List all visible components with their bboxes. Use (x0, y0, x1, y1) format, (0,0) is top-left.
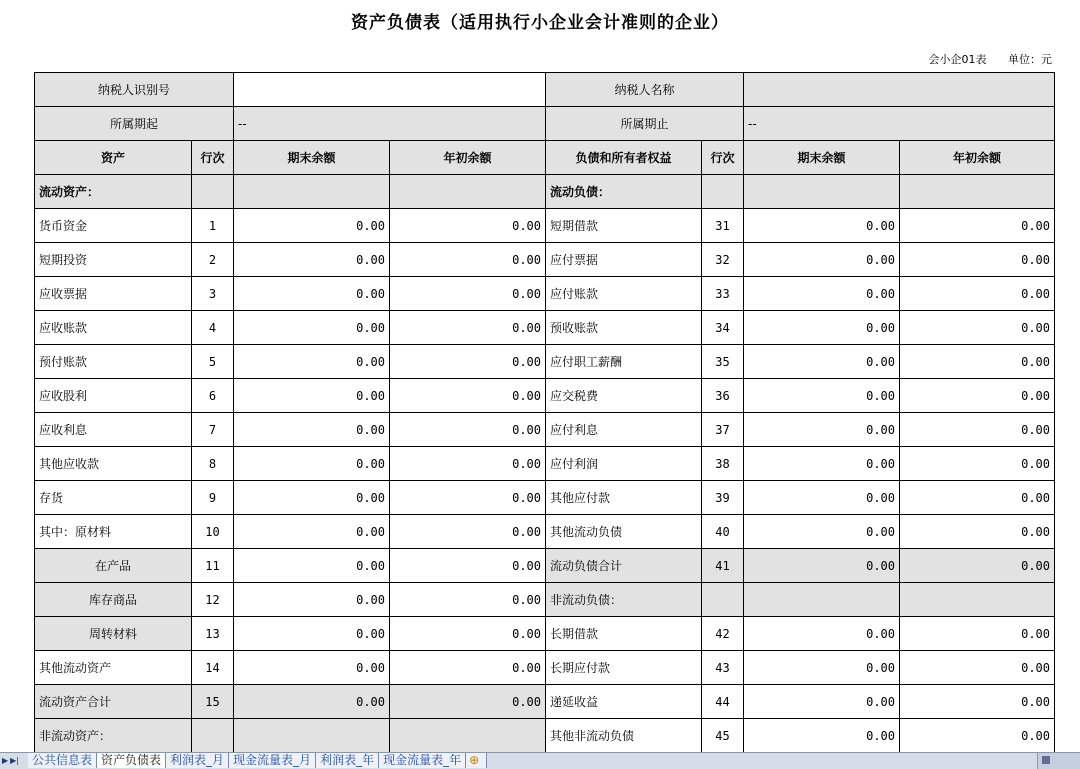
asset-item-label: 应收账款 (35, 311, 192, 345)
liability-line-no: 33 (702, 277, 744, 311)
taxpayer-id-label: 纳税人识别号 (35, 73, 234, 107)
asset-begin-balance[interactable]: 0.00 (390, 617, 546, 651)
liability-item-label: 应付利息 (546, 413, 702, 447)
asset-item-label: 在产品 (35, 549, 192, 583)
asset-item-label: 预付账款 (35, 345, 192, 379)
header-line-no: 行次 (192, 141, 234, 175)
table-row (35, 651, 1055, 685)
asset-end-balance[interactable]: 0.00 (234, 243, 390, 277)
liability-line-no: 36 (702, 379, 744, 413)
asset-line-no: 14 (192, 651, 234, 685)
table-row (35, 379, 1055, 413)
liability-end-balance[interactable]: 0.00 (744, 243, 900, 277)
liability-line-no: 35 (702, 345, 744, 379)
asset-end-balance[interactable]: 0.00 (234, 345, 390, 379)
liability-item-label: 应付账款 (546, 277, 702, 311)
table-row (35, 345, 1055, 379)
header-begin-balance-2: 年初余额 (900, 141, 1055, 175)
sheet-tab[interactable]: 资产负债表 (97, 753, 166, 768)
liability-item-label: 流动负债： (546, 175, 702, 209)
scroll-left-icon[interactable] (1042, 756, 1050, 764)
asset-item-label: 流动资产合计 (35, 685, 192, 719)
liability-end-balance[interactable]: 0.00 (744, 447, 900, 481)
asset-end-balance[interactable]: 0.00 (234, 447, 390, 481)
liability-begin-balance[interactable]: 0.00 (900, 481, 1055, 515)
liability-end-balance[interactable]: 0.00 (744, 277, 900, 311)
asset-begin-balance[interactable]: 0.00 (390, 413, 546, 447)
asset-begin-balance[interactable]: 0.00 (390, 379, 546, 413)
asset-end-balance[interactable]: 0.00 (234, 311, 390, 345)
asset-line-no: 11 (192, 549, 234, 583)
liability-line-no: 31 (702, 209, 744, 243)
new-sheet-icon[interactable]: ⊕ (466, 753, 487, 768)
liability-end-balance[interactable]: 0.00 (744, 651, 900, 685)
liability-end-balance (744, 583, 900, 617)
table-row (35, 447, 1055, 481)
horizontal-scrollbar[interactable] (1037, 753, 1080, 769)
asset-item-label: 应收利息 (35, 413, 192, 447)
liability-begin-balance (900, 583, 1055, 617)
liability-item-label: 流动负债合计 (546, 549, 702, 583)
liability-line-no: 39 (702, 481, 744, 515)
liability-end-balance[interactable]: 0.00 (744, 617, 900, 651)
period-end-value[interactable]: -- (744, 107, 1055, 141)
unit-label: 单位：元 (1008, 53, 1052, 66)
table-row (35, 277, 1055, 311)
liability-end-balance[interactable]: 0.00 (744, 481, 900, 515)
table-row (35, 481, 1055, 515)
liability-begin-balance[interactable]: 0.00 (900, 685, 1055, 719)
asset-end-balance[interactable]: 0.00 (234, 651, 390, 685)
period-end-label: 所属期止 (546, 107, 744, 141)
liability-line-no (702, 583, 744, 617)
liability-end-balance[interactable]: 0.00 (744, 685, 900, 719)
asset-end-balance[interactable]: 0.00 (234, 617, 390, 651)
period-start-value[interactable]: -- (234, 107, 546, 141)
table-row (35, 515, 1055, 549)
asset-begin-balance[interactable]: 0.00 (390, 447, 546, 481)
liability-begin-balance[interactable]: 0.00 (900, 617, 1055, 651)
liability-end-balance (744, 175, 900, 209)
liability-end-balance[interactable]: 0.00 (744, 719, 900, 753)
liability-begin-balance[interactable]: 0.00 (900, 651, 1055, 685)
asset-line-no: 9 (192, 481, 234, 515)
table-row (35, 583, 1055, 617)
table-row (35, 685, 1055, 719)
liability-end-balance[interactable]: 0.00 (744, 515, 900, 549)
liability-item-label: 长期应付款 (546, 651, 702, 685)
liability-end-balance[interactable]: 0.00 (744, 311, 900, 345)
liability-begin-balance[interactable]: 0.00 (900, 311, 1055, 345)
liability-item-label: 其他非流动负债 (546, 719, 702, 753)
sheet-tab[interactable]: 公共信息表 (28, 753, 97, 768)
asset-begin-balance[interactable]: 0.00 (390, 311, 546, 345)
asset-begin-balance[interactable]: 0.00 (390, 209, 546, 243)
asset-item-label: 周转材料 (35, 617, 192, 651)
sheet-tab-bar (0, 752, 1080, 769)
asset-end-balance[interactable]: 0.00 (234, 413, 390, 447)
asset-line-no: 15 (192, 685, 234, 719)
liability-begin-balance[interactable]: 0.00 (900, 243, 1055, 277)
report-meta (911, 51, 1053, 67)
period-start-label: 所属期起 (35, 107, 234, 141)
asset-line-no: 2 (192, 243, 234, 277)
asset-end-balance (234, 175, 390, 209)
liability-item-label: 长期借款 (546, 617, 702, 651)
header-liabilities: 负债和所有者权益 (546, 141, 702, 175)
liability-end-balance[interactable]: 0.00 (744, 345, 900, 379)
liability-line-no: 40 (702, 515, 744, 549)
asset-begin-balance[interactable]: 0.00 (390, 515, 546, 549)
liability-item-label: 短期借款 (546, 209, 702, 243)
asset-item-label: 应收股利 (35, 379, 192, 413)
asset-end-balance[interactable]: 0.00 (234, 277, 390, 311)
asset-begin-balance[interactable]: 0.00 (390, 651, 546, 685)
liability-line-no: 41 (702, 549, 744, 583)
liability-line-no: 34 (702, 311, 744, 345)
liability-begin-balance[interactable]: 0.00 (900, 719, 1055, 753)
liability-item-label: 非流动负债： (546, 583, 702, 617)
asset-line-no: 10 (192, 515, 234, 549)
asset-line-no: 5 (192, 345, 234, 379)
liability-item-label: 应付票据 (546, 243, 702, 277)
liability-item-label: 应付职工薪酬 (546, 345, 702, 379)
asset-end-balance[interactable]: 0.00 (234, 583, 390, 617)
asset-item-label: 短期投资 (35, 243, 192, 277)
table-row (35, 719, 1055, 753)
table-row (35, 175, 1055, 209)
asset-begin-balance: 0.00 (390, 685, 546, 719)
header-line-no-2: 行次 (702, 141, 744, 175)
asset-item-label: 应收票据 (35, 277, 192, 311)
liability-begin-balance[interactable]: 0.00 (900, 515, 1055, 549)
asset-begin-balance[interactable]: 0.00 (390, 481, 546, 515)
asset-item-label: 其中：原材料 (35, 515, 192, 549)
liability-begin-balance[interactable]: 0.00 (900, 277, 1055, 311)
liability-begin-balance: 0.00 (900, 549, 1055, 583)
asset-line-no (192, 175, 234, 209)
form-number: 会小企01表 (928, 53, 987, 66)
balance-sheet-table (34, 72, 1055, 753)
asset-end-balance (234, 719, 390, 753)
liability-begin-balance[interactable]: 0.00 (900, 447, 1055, 481)
header-assets: 资产 (35, 141, 192, 175)
asset-item-label: 其他流动资产 (35, 651, 192, 685)
table-row (35, 617, 1055, 651)
asset-item-label: 非流动资产： (35, 719, 192, 753)
asset-begin-balance (390, 719, 546, 753)
liability-begin-balance[interactable]: 0.00 (900, 209, 1055, 243)
sheet-tab[interactable]: 现金流量表_月 (229, 753, 316, 768)
asset-item-label: 其他应收款 (35, 447, 192, 481)
liability-end-balance[interactable]: 0.00 (744, 379, 900, 413)
asset-line-no: 6 (192, 379, 234, 413)
liability-line-no: 44 (702, 685, 744, 719)
asset-line-no: 8 (192, 447, 234, 481)
asset-line-no: 3 (192, 277, 234, 311)
sheet-nav (0, 753, 28, 769)
liability-begin-balance[interactable]: 0.00 (900, 379, 1055, 413)
asset-line-no: 13 (192, 617, 234, 651)
asset-end-balance[interactable]: 0.00 (234, 379, 390, 413)
taxpayer-name-input[interactable] (744, 73, 1055, 107)
liability-begin-balance (900, 175, 1055, 209)
header-end-balance-2: 期末余额 (744, 141, 900, 175)
liability-line-no (702, 175, 744, 209)
asset-item-label: 流动资产： (35, 175, 192, 209)
liability-item-label: 应付利润 (546, 447, 702, 481)
liability-line-no: 32 (702, 243, 744, 277)
asset-begin-balance[interactable]: 0.00 (390, 583, 546, 617)
asset-item-label: 库存商品 (35, 583, 192, 617)
asset-begin-balance[interactable]: 0.00 (390, 549, 546, 583)
liability-line-no: 37 (702, 413, 744, 447)
table-row (35, 209, 1055, 243)
asset-begin-balance[interactable]: 0.00 (390, 243, 546, 277)
asset-line-no: 12 (192, 583, 234, 617)
taxpayer-id-input[interactable] (234, 73, 546, 107)
asset-begin-balance[interactable]: 0.00 (390, 345, 546, 379)
table-row (35, 413, 1055, 447)
liability-item-label: 预收账款 (546, 311, 702, 345)
asset-end-balance: 0.00 (234, 685, 390, 719)
liability-line-no: 38 (702, 447, 744, 481)
liability-item-label: 应交税费 (546, 379, 702, 413)
asset-begin-balance[interactable]: 0.00 (390, 277, 546, 311)
sheet-tab[interactable]: 现金流量表_年 (379, 753, 466, 768)
asset-end-balance[interactable]: 0.00 (234, 515, 390, 549)
liability-item-label: 递延收益 (546, 685, 702, 719)
balance-rows (35, 175, 1055, 753)
asset-line-no (192, 719, 234, 753)
asset-end-balance[interactable]: 0.00 (234, 209, 390, 243)
liability-line-no: 42 (702, 617, 744, 651)
liability-line-no: 45 (702, 719, 744, 753)
liability-begin-balance[interactable]: 0.00 (900, 413, 1055, 447)
table-row (35, 243, 1055, 277)
header-end-balance: 期末余额 (234, 141, 390, 175)
play-icon[interactable]: ▶ (2, 756, 9, 765)
liability-line-no: 43 (702, 651, 744, 685)
sheet-tabs (28, 753, 487, 769)
taxpayer-name-label: 纳税人名称 (546, 73, 744, 107)
liability-end-balance: 0.00 (744, 549, 900, 583)
sheet-tab[interactable]: 利润表_月 (166, 753, 229, 768)
liability-end-balance[interactable]: 0.00 (744, 413, 900, 447)
asset-end-balance[interactable]: 0.00 (234, 549, 390, 583)
header-begin-balance: 年初余额 (390, 141, 546, 175)
table-row (35, 549, 1055, 583)
asset-begin-balance (390, 175, 546, 209)
asset-end-balance[interactable]: 0.00 (234, 481, 390, 515)
sheet-tab[interactable]: 利润表_年 (316, 753, 379, 768)
asset-line-no: 1 (192, 209, 234, 243)
table-row (35, 311, 1055, 345)
liability-item-label: 其他应付款 (546, 481, 702, 515)
report-title: 资产负债表（适用执行小企业会计准则的企业） (351, 13, 729, 33)
last-icon[interactable]: ▶| (10, 756, 20, 765)
asset-line-no: 7 (192, 413, 234, 447)
liability-end-balance[interactable]: 0.00 (744, 209, 900, 243)
asset-item-label: 存货 (35, 481, 192, 515)
liability-item-label: 其他流动负债 (546, 515, 702, 549)
liability-begin-balance[interactable]: 0.00 (900, 345, 1055, 379)
asset-line-no: 4 (192, 311, 234, 345)
asset-item-label: 货币资金 (35, 209, 192, 243)
